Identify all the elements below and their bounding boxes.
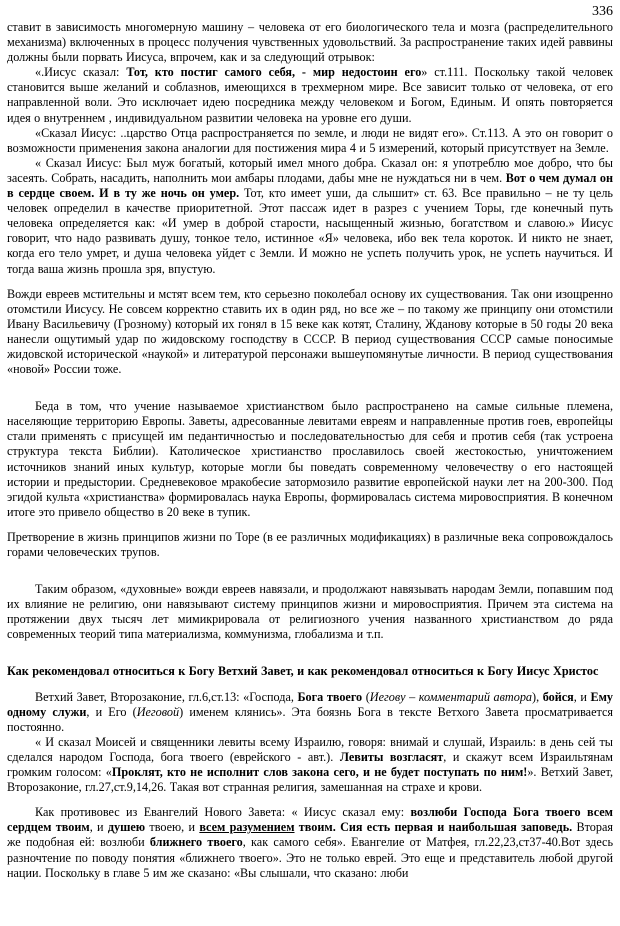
text-run: , и Его ( (86, 704, 137, 719)
text-run: ), (532, 689, 543, 704)
paragraph (7, 399, 613, 520)
text-run: , и (573, 689, 591, 704)
page-number: 336 (592, 4, 613, 19)
text-run: Проклят, кто не исполнит слов закона сего, и не будет поступать по ним! (111, 765, 528, 780)
text-run: Ветхий Завет, Второзаконие, гл.6,ст.13: «Господа, (35, 689, 298, 704)
paragraph (7, 126, 613, 156)
text-run: Левиты возгласят (339, 749, 444, 764)
text-run: «Сказал Иисус: ..царство Отца распространяется по земле, и люди не видят его». Ст.113. А это он говорит о возможности применения закона аналогии для постижения мира 4 и 5 измерений, который присутствует на Земле. (7, 125, 613, 155)
text-run: Как рекомендовал относиться к Богу Ветхий Завет, и как рекомендовал относиться к Богу Иисус Христос (7, 664, 599, 679)
text-run: «.Иисус сказал: (35, 65, 127, 80)
text-run: твоим. (294, 820, 336, 835)
text-run: Иегову – комментарий автора (369, 689, 533, 704)
text-run: » ст.111. Поскольку такой человек становится выше желаний и соблазнов, имеющихся в трехмерном мире. Все зависит только от человека, от его направленной воли. Это исключает идею посредника между человеком и Богом, Единым. И опять повторяется идея о внутреннем , индивидуальном развитии человека на уровне его души. (7, 65, 613, 125)
document-text (7, 20, 613, 881)
text-run: ( (362, 689, 370, 704)
text-run: Как противовес из Евангелий Нового Завета: « Иисус сказал ему: (35, 805, 411, 820)
paragraph (7, 582, 613, 642)
text-run: Тот, кто постиг самого себя, - мир недостоин его (126, 65, 422, 80)
text-run: Тот, кто имеет уши, да слышит» ст. 63. Все правильно – не ту цель человек определил в качестве приоритетной. Этот пассаж идет в разрез с учением Торы, где конечный путь человека определяется как: «И умер в доброй старости, насыщенный жизнью, богатством и славою.» Иисус говорит, что надо развивать душу, тонкое тело, истинное «Я» человека, ибо век тела короток. И никто не знает, когда его тело умрет, и душа человека уйдет с Земли. И можно не успеть получить урок, не успеть научиться. И тогда ваша жизнь прошла зря, впустую. (7, 186, 613, 276)
paragraph (7, 156, 613, 277)
text-run: « Сказал Иисус: Был муж богатый, который имел много добра. Сказал он: я употреблю мое добро, что бы засеять. Собрать, насадить, наполнить мои амбары плодами, дабы мне не нуждаться ни в чем. (7, 155, 613, 185)
text-run: Иеговой (136, 704, 180, 719)
text-run: ) именем клянись». Эта боязнь Бога в тексте Ветхого Завета просматривается постоянно. (7, 704, 613, 734)
paragraph (7, 287, 613, 378)
text-run: Вот о чем думал он в сердце своем. И в ту же ночь он умер. (7, 170, 613, 201)
text-run: всем разумением (199, 820, 295, 835)
text-run: Сия есть первая и наибольшая заповедь. (340, 820, 573, 835)
text-run: « И сказал Моисей и священники левиты всему Израилю, говоря: внимай и слушай, Израиль: в день сей ты сделался народом Господа, бога твоего (еврейского - авт.). (7, 734, 613, 764)
text-run: , как самого себя». Евангелие от Матфея, гл.22,23,ст37-40.Вот здесь разночтение по поводу понятия «ближнего твоего». Это не только еврей. Это еще и представитель любой другой нации. Поскольку в главе 5 им же сказано: «Вы слышали, что сказано: люби (7, 835, 614, 880)
text-run: Вожди евреев мстительны и мстят всем тем, кто серьезно поколебал основу их существования. Так они изощренно отомстили Иисусу. Не совсем корректно ставить их в один ряд, но все же – по такому же принципу они отомстили Ивану Васильевичу (Грозному) который их гонял в 15 веке как котят, Сталину, Жданову которые в 50 годы 20 века нанесли ощутимый удар по жидовскому господству в СССР. В период существования СССР самые поносимые жидовской исторической «наукой» и литературой персонажи вышеупомянутые личности. В период существования «новой» России тоже. (7, 286, 613, 377)
text-run: ». Ветхий Завет, Второзаконие, гл.27,ст.9,14,26. Такая вот странная религия, замешанная на страхе и крови. (7, 765, 613, 795)
text-run: Беда в том, что учение называемое христианством было распространено на самые сильные племена, населяющие территорию Европы. Заветы, адресованные левитами евреям и направленные против гоев, европейцы стали применять с присущей им педантичностью и последовательностью для себя и против себя (так устроена структура текста Библии). Католическое христианство прославилось своей жестокостью, уничтожением источников знаний иных культур, которые могли бы поведать современному человечеству о его настоящей истории и предыстории. Средневековое мракобесие затормозило развитие европейской науки лет на 200-300. Под эгидой культа «христианства» формировалась наука Европы, формировалась система мировосприятия. В конечном итоге это привело общество в 20 веке в тупик. (7, 399, 613, 519)
text-run: Вторая же подобная ей: возлюби (7, 820, 614, 850)
text-run: бойся (542, 689, 574, 704)
text-run: Ему одному служи (7, 689, 613, 719)
section-heading (7, 664, 613, 679)
text-run: Претворение в жизнь принципов жизни по Торе (в ее различных модификациях) в различные века сопровождалось горами человеческих трупов. (7, 529, 613, 559)
text-run: твоею, и (145, 820, 200, 835)
paragraph (7, 65, 613, 125)
text-run: , и скажут всем Израильтянам громким голосом: « (7, 749, 613, 780)
paragraph (7, 530, 613, 560)
text-run: Таким образом, «духовные» вожди евреев навязали, и продолжают навязывать народам Земли, попавшим под их влияние не религию, они навязывают систему принципов жизни и мировосприятия. Причем эта система на протяжении двух тысяч лет мимикрировала от религиозного учения названного христианством до ряда современных теорий типа материализма, коммунизма, глобализма и т.п. (7, 582, 613, 642)
text-run: ближнего твоего (149, 835, 243, 850)
text-run: Бога твоего (297, 689, 363, 704)
paragraph (7, 20, 613, 65)
paragraph (7, 735, 613, 795)
paragraph (7, 690, 613, 735)
text-run: душею (107, 820, 146, 835)
text-run: возлюби Господа Бога твоего всем сердцем твоим (7, 805, 613, 835)
text-run: ставит в зависимость многомерную машину – человека от его биологического тела и мозга (распределительного механизма) включенных в процесс получения чувственных удовольствий. За распространение таких идей раввины должны были порвать Иисуса, впрочем, как и за следующий отрывок: (7, 20, 613, 65)
text-run: , и (89, 820, 108, 835)
paragraph (7, 805, 613, 880)
